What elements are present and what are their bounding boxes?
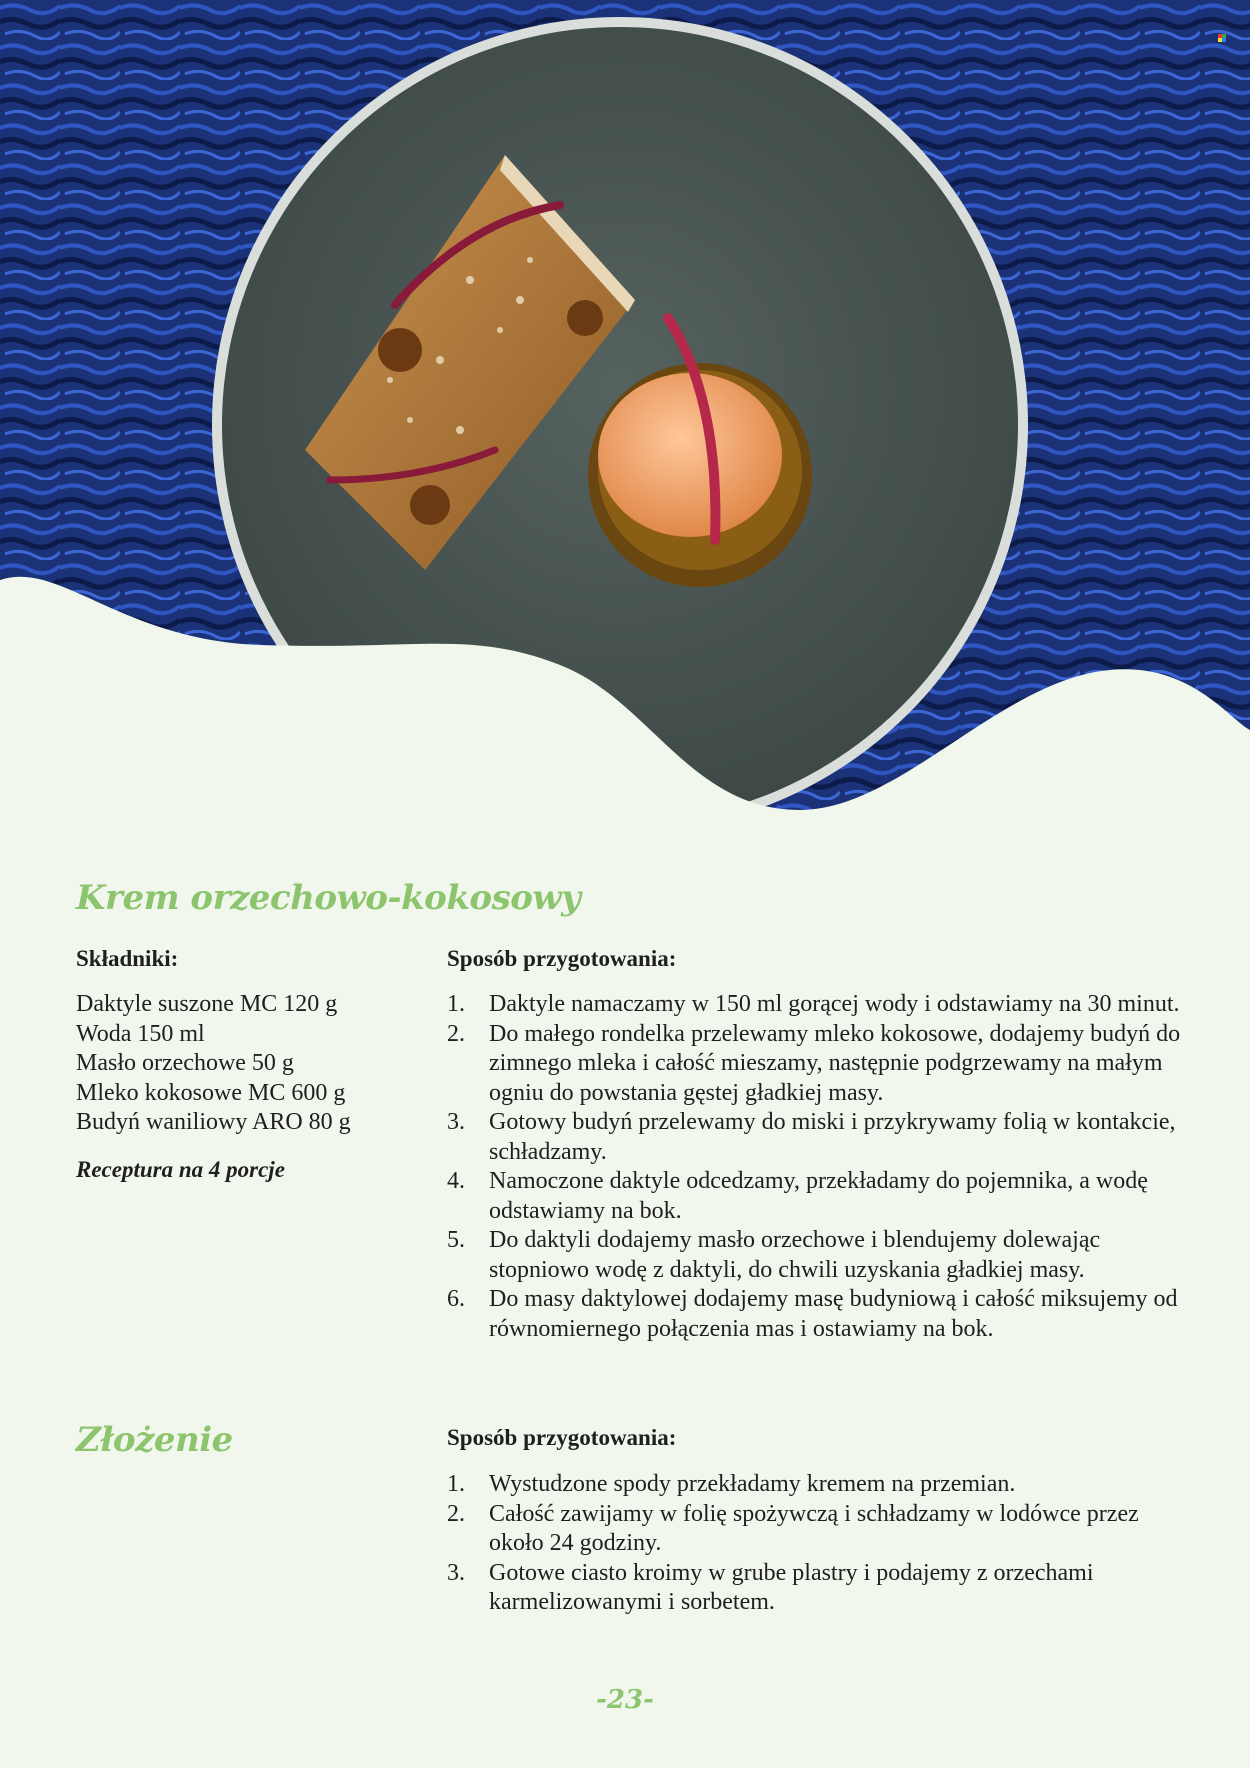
step-item: 3. Gotowe ciasto kroimy w grube plastry i podajemy z orzechami karmelizowanymi i sorbetem. [447,1559,1094,1615]
ingredient-item: Masło orzechowe 50 g [76,1050,294,1076]
step-item: 2. Do małego rondelka przelewamy mleko kokosowe, dodajemy budyń do zimnego mleka i całość mieszamy, następnie podgrzewamy na małym ogniu do powstania gęstej gładkiej masy. [447,1020,1181,1106]
step-item: 1. Wystudzone spody przekładamy kremem na przemian. [447,1471,1016,1497]
ingredients-label: Składniki: [76,946,179,971]
method-steps [447,990,1187,1344]
section-title-krem: Krem orzechowo-kokosowy [76,878,581,918]
step-item: 3. Gotowy budyń przelewamy do miski i przykrywamy folią w kontakcie, schładzamy. [447,1109,1176,1165]
method-label: Sposób przygotowania: [447,1425,677,1450]
ingredients-list [76,990,351,1138]
portion-note: Receptura na 4 porcje [76,1157,285,1182]
ingredient-item: Mleko kokosowe MC 600 g [76,1079,346,1106]
step-item: 4. Namoczone daktyle odcedzamy, przekładamy do pojemnika, a wodę odstawiamy na bok. [447,1168,1148,1224]
step-item: 5. Do daktyli dodajemy masło orzechowe i blendujemy dolewając stopniowo wodę z daktyli, do chwili uzyskania gładkiej masy. [447,1227,1101,1283]
step-item: 2. Całość zawijamy w folię spożywczą i schładzamy w lodówce przez około 24 godziny. [447,1500,1139,1556]
ingredient-item: Budyń waniliowy ARO 80 g [76,1109,351,1135]
ingredient-item: Daktyle suszone MC 120 g [76,991,338,1017]
method-steps [447,1470,1187,1618]
page-number: -23- [596,1685,654,1715]
step-item: 6. Do masy daktylowej dodajemy masę budyniową i całość miksujemy od równomiernego połączenia mas i ostawiamy na bok. [447,1286,1178,1342]
hero-photo [0,0,1250,820]
method-label: Sposób przygotowania: [447,946,677,971]
section-title-zlozenie: Złożenie [76,1420,233,1460]
ingredient-item: Woda 150 ml [76,1020,205,1047]
step-item: 1. Daktyle namaczamy w 150 ml gorącej wody i odstawiamy na 30 minut. [447,991,1180,1017]
